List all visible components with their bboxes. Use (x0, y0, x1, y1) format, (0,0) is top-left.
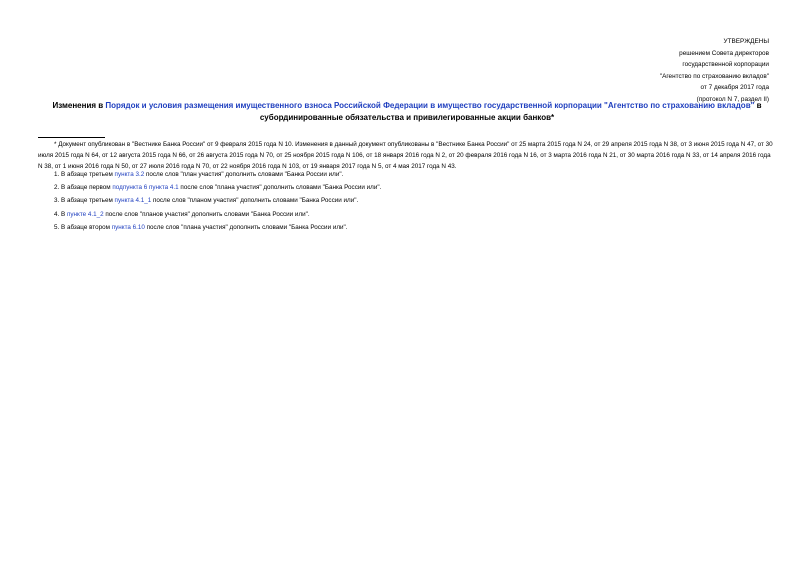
document-title (52, 100, 762, 123)
item-link[interactable]: пункте 4.1_2 (66, 210, 104, 218)
list-item (54, 194, 381, 207)
amendments-list (54, 168, 381, 234)
item-text: 2. В абзаце первом (54, 184, 113, 192)
title-suffix: в субординированные обязательства и привилегированные акции банков* (259, 101, 762, 122)
approval-line: УТВЕРЖДЕНЫ (723, 38, 769, 45)
title-document-link[interactable]: Порядок и условия размещения имущественного взноса Российской Федерации в имущество государственной корпорации "Агентство по страхованию вкладов" (105, 101, 755, 110)
item-text: после слов "плана участия" дополнить словами "Банка России или". (178, 184, 382, 192)
item-text: 4. В (54, 210, 67, 218)
item-link[interactable]: пункта 3.2 (114, 171, 145, 178)
item-text: 1. В абзаце третьем (54, 171, 115, 178)
list-item (54, 208, 381, 221)
item-text: 3. В абзаце третьем (54, 197, 115, 205)
item-text: после слов "планом участия" дополнить словами "Банка России или". (151, 197, 359, 205)
item-text: после слов "плана участия" дополнить словами "Банка России или". (144, 223, 348, 231)
item-link[interactable]: пункта 4.1_1 (114, 197, 152, 205)
approval-line: (протокол N 7, раздел II) (696, 95, 769, 103)
title-prefix: Изменения в (52, 101, 106, 110)
item-text: после слов "план участия" дополнить словами "Банка России или". (144, 171, 344, 178)
approval-line: от 7 декабря 2017 года (700, 84, 769, 91)
item-text: 5. В абзаце втором (54, 223, 112, 231)
approval-line: решением Совета директоров (679, 49, 769, 57)
list-item (54, 221, 381, 234)
footnote: * Документ опубликован в "Вестнике Банка России" от 9 февраля 2015 года N 10. Изменения в данный документ опубликованы в "Вестнике Банка России" от 25 марта 2015 года N 24, от 29 апреля 2015 года N 38, от 3 июня 2015 года N 47, от 30 июля 2015 года N 64, от 12 августа 2015 года N 66, от 26 августа 2015 года N 70, от 25 ноября 2015 года N 106, от 18 января 2016 года N 2, от 20 февраля 2016 года N 16, от 3 марта 2016 года N 21, от 30 марта 2016 года N 33, от 14 апреля 2016 года N 38, от 1 июня 2016 года N 50, от 27 июля 2016 года N 70, от 22 ноября 2016 года N 103, от 19 января 2017 года N 5, от 4 мая 2017 года N 43. (38, 141, 773, 171)
approval-block (660, 36, 769, 105)
list-item (54, 168, 381, 181)
approval-line: "Агентство по страхованию вкладов" (659, 72, 769, 80)
approval-line: государственной корпорации (682, 61, 769, 68)
footnote-divider (38, 137, 105, 138)
item-text: после слов "планов участия" дополнить словами "Банка России или". (103, 210, 310, 218)
item-link[interactable]: подпункта 6 пункта 4.1 (112, 184, 179, 192)
item-link[interactable]: пункта 6.10 (111, 223, 145, 231)
list-item (54, 181, 381, 194)
